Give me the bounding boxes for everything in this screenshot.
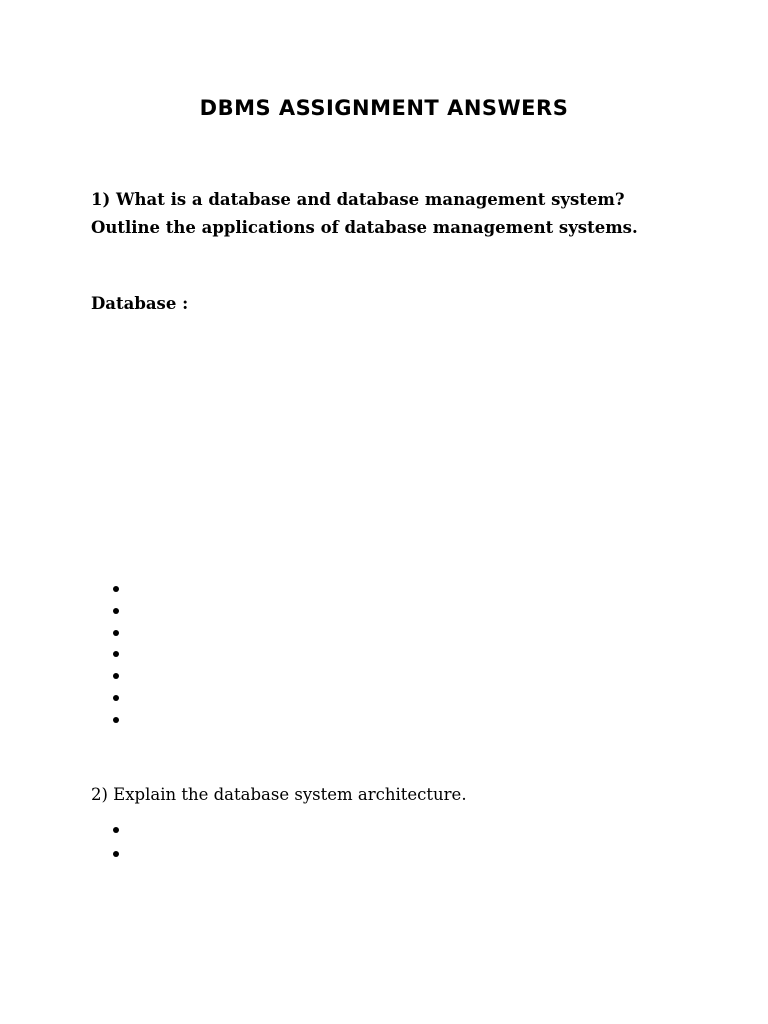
question-1-line-1: 1) What is a database and database management system?: [91, 190, 625, 209]
database-heading: Database :: [91, 294, 189, 313]
question-2: 2) Explain the database system architecture.: [91, 785, 467, 804]
document-title: DBMS ASSIGNMENT ANSWERS: [199, 96, 569, 120]
question-1: [91, 186, 711, 242]
question-1-line-2: Outline the applications of database management systems.: [91, 218, 638, 237]
